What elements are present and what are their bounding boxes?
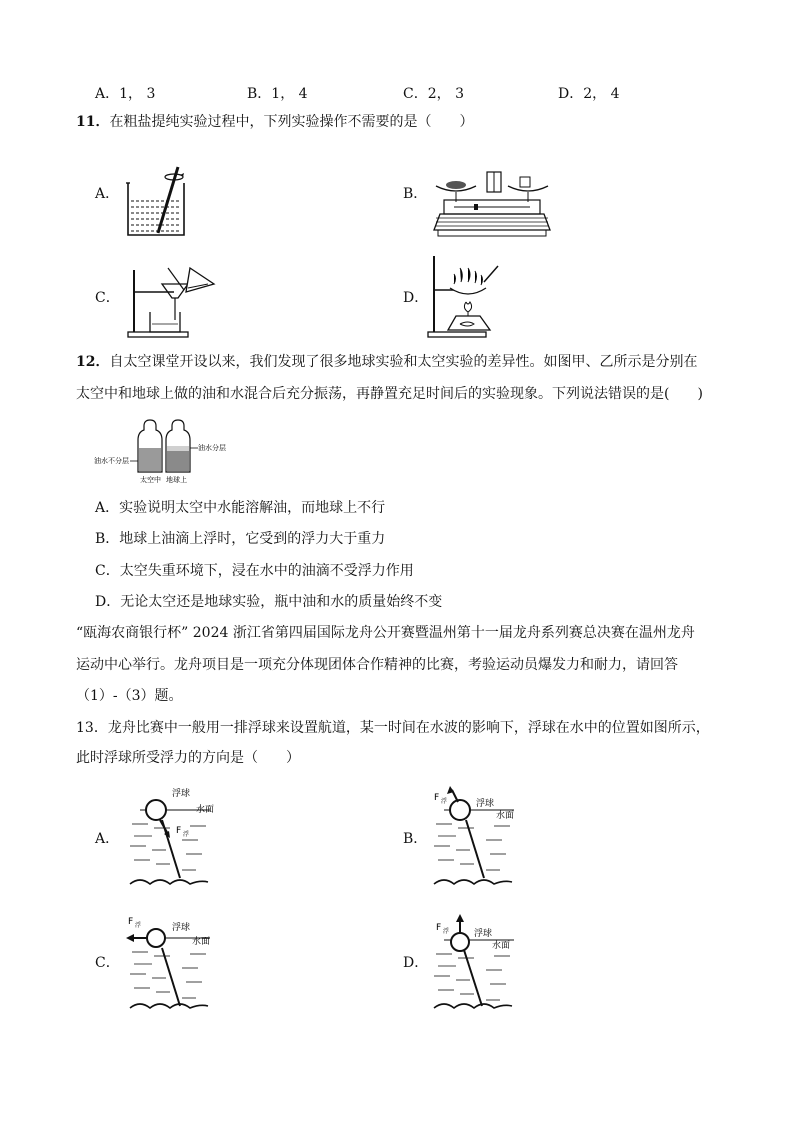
- force-sub-d: 浮: [443, 928, 450, 935]
- force-label-d: F: [436, 923, 442, 933]
- q11-stem-text: 在粗盐提纯实验过程中，下列实验操作不需要的是（ ）: [109, 114, 474, 130]
- force-sub-a: 浮: [183, 831, 190, 838]
- intro-line2: 运动中心举行。龙舟项目是一项充分体现团体合作精神的比赛，考验运动员爆发力和耐力，请回答: [76, 657, 678, 673]
- left-bottle-label: 油水不分层: [94, 457, 129, 465]
- force-sub-c: 浮: [135, 922, 142, 929]
- buoy-label-b: 浮球: [476, 799, 495, 809]
- q13-label-d: D．: [403, 955, 429, 971]
- q13-stem-line1: 13．龙舟比赛中一般用一排浮球来设置航道，某一时间在水波的影响下，浮球在水中的位置如图所示，: [76, 720, 710, 736]
- q13-label-b: B．: [403, 831, 428, 847]
- q13-label-c: C．: [95, 955, 120, 971]
- evaporation-figure: [426, 252, 518, 338]
- q12-option-a: A．实验说明太空中水能溶解油，而地球上不行: [95, 500, 386, 516]
- buoy-label-d: 浮球: [474, 929, 493, 939]
- force-sub-b: 浮: [441, 798, 448, 805]
- buoy-figure-d: [430, 914, 550, 1014]
- force-label-a: F: [176, 826, 182, 836]
- q10-option-b: B．1， 4: [247, 86, 308, 102]
- right-bottle-label: 油水分层: [198, 444, 226, 452]
- balance-scale-figure: [434, 168, 550, 240]
- buoy-figure-a: [126, 790, 246, 890]
- q12-stem-line1: [76, 352, 697, 372]
- q13-stem-line2: 此时浮球所受浮力的方向是（ ）: [76, 750, 300, 766]
- q11-label-c: C．: [95, 290, 120, 306]
- force-label-b: F: [434, 793, 440, 803]
- q12-stem-line2: 太空中和地球上做的油和水混合后充分振荡，再静置充足时间后的实验现象。下列说法错误的是( ): [76, 386, 703, 402]
- q12-number: 12．: [76, 354, 110, 370]
- caption-space: 太空中: [140, 476, 161, 484]
- buoy-label-c: 浮球: [172, 923, 191, 933]
- q11-number: 11．: [76, 114, 110, 130]
- caption-earth: 地球上: [166, 476, 187, 484]
- q11-label-b: B．: [403, 186, 428, 202]
- water-label-a: 水面: [196, 805, 215, 815]
- q12-line1-text: 自太空课堂开设以来，我们发现了很多地球实验和太空实验的差异性。如图甲、乙所示是分别在: [109, 354, 698, 370]
- q11-label-d: D．: [403, 290, 429, 306]
- q10-option-c: C．2， 3: [403, 86, 464, 102]
- q12-option-c: C．太空失重环境下，浸在水中的油滴不受浮力作用: [95, 563, 414, 579]
- filtration-figure: [128, 262, 222, 338]
- force-label-c: F: [128, 917, 134, 927]
- stirring-beaker-figure: [122, 163, 192, 238]
- buoy-figure-b: [430, 786, 550, 890]
- q11-stem: [76, 112, 473, 132]
- water-label-c: 水面: [192, 937, 211, 947]
- q11-label-a: A．: [95, 186, 120, 202]
- q10-option-d: D．2， 4: [558, 86, 620, 102]
- q12-option-b: B．地球上油滴上浮时，它受到的浮力大于重力: [95, 531, 386, 547]
- oil-water-bottles-figure: [94, 418, 234, 488]
- buoy-label-a: 浮球: [172, 789, 191, 799]
- intro-line3: （1）-（3）题。: [76, 688, 183, 704]
- intro-line1: “瓯海农商银行杯” 2024 浙江省第四届国际龙舟公开赛暨温州第十一届龙舟系列赛总决赛在温州龙舟: [76, 625, 695, 641]
- q12-option-d: D．无论太空还是地球实验，瓶中油和水的质量始终不变: [95, 594, 443, 610]
- q13-label-a: A．: [95, 831, 120, 847]
- water-label-b: 水面: [496, 811, 515, 821]
- buoy-figure-c: [126, 914, 246, 1014]
- water-label-d: 水面: [492, 941, 511, 951]
- q10-option-a: A．1， 3: [95, 86, 156, 102]
